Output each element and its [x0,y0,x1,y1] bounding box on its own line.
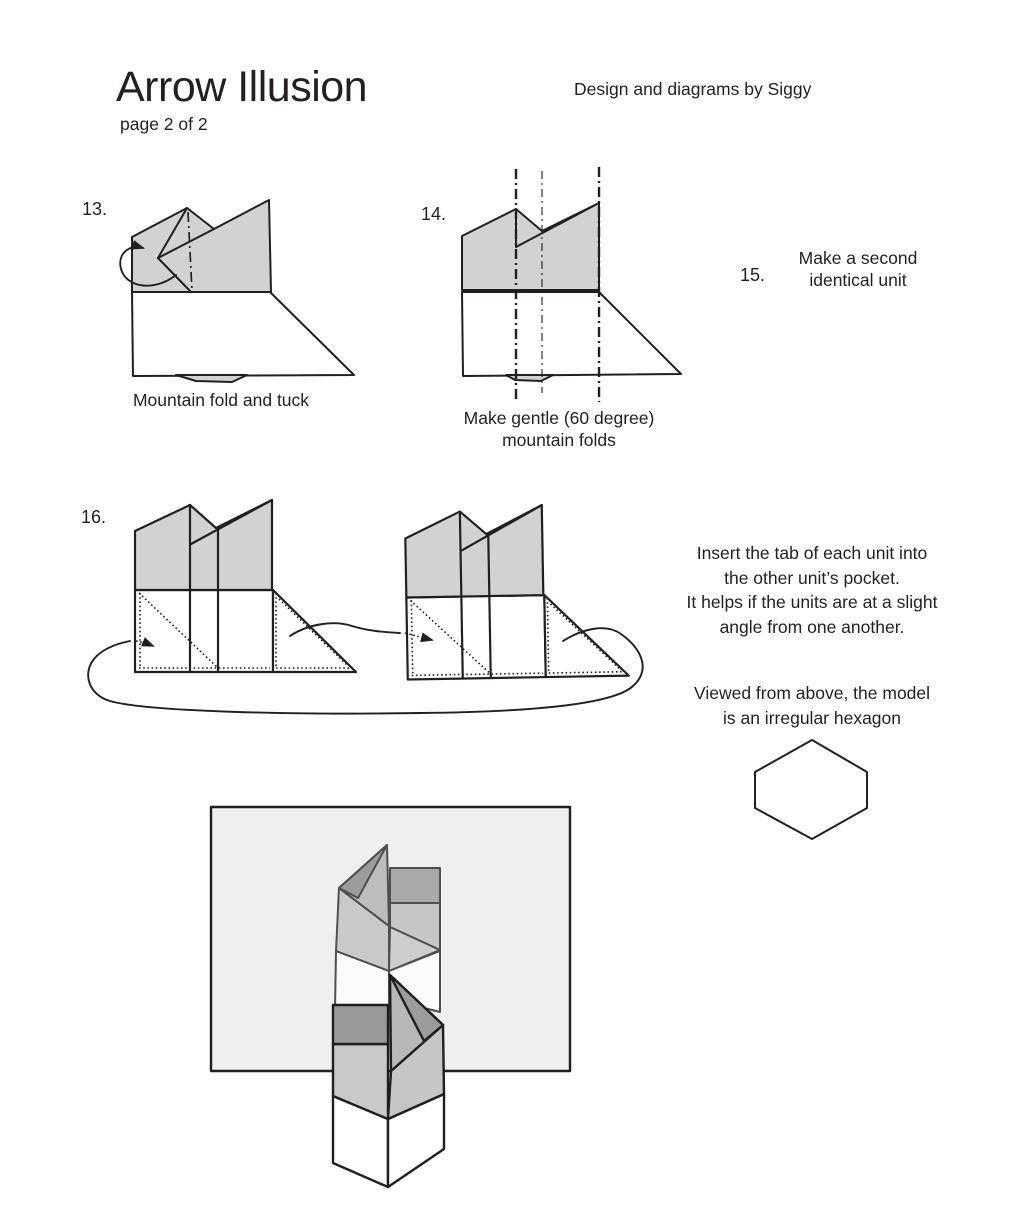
finished-model-illustration [211,807,570,1187]
step-14-caption [429,407,689,451]
caption-line: mountain folds [502,430,616,450]
note-line: Viewed from above, the model [693,683,931,703]
origami-unit-left [135,500,356,672]
caption-line: Make a second [798,248,918,268]
step-16-diagram [88,500,643,714]
step-16-number: 16. [81,507,107,527]
page-title: Arrow Illusion [116,63,368,111]
note-line: angle from one another. [719,616,905,637]
step-13-diagram [120,200,354,382]
step-13-number: 13. [82,199,108,219]
right-face-dark-band [390,868,440,903]
top-view-note [661,681,963,730]
step-14-number: 14. [421,204,447,224]
note-line: the other unit’s pocket. [724,567,900,588]
credit-line: Design and diagrams by Siggy [574,79,812,99]
tucked-flap-sliver [506,375,553,381]
caption-line: identical unit [809,270,907,290]
step-15-number: 15. [740,265,766,285]
paper-white-region [462,292,681,376]
note-line: Insert the tab of each unit into [696,543,928,563]
step-15-caption [757,247,959,291]
paper-white-region [132,292,354,376]
step-14-diagram [462,167,681,402]
left-face-dark-band [333,1005,388,1044]
hexagon-top-view [755,740,867,839]
caption-line: Make gentle (60 degree) [463,408,655,428]
step-16-note [661,541,963,639]
paper-gray-region [132,200,271,292]
origami-unit-right [405,504,629,680]
tucked-flap-sliver [176,375,247,382]
page-number-label: page 2 of 2 [120,114,208,134]
paper-gray-region [462,203,599,290]
note-line: It helps if the units are at a slight [686,592,938,612]
step-13-caption: Mountain fold and tuck [132,390,310,410]
note-line: is an irregular hexagon [722,707,902,728]
